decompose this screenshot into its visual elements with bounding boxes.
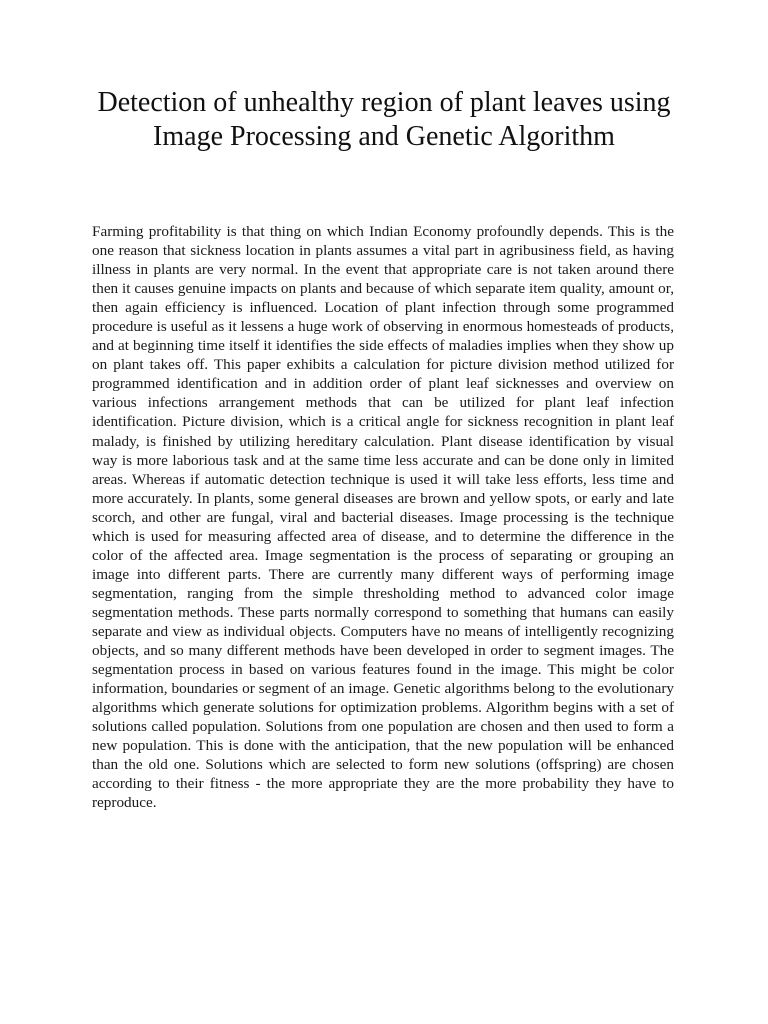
paper-title: Detection of unhealthy region of plant leaves using Image Processing and Genetic Algorithm	[97, 87, 671, 152]
abstract-paragraph: Farming profitability is that thing on which Indian Economy profoundly depends. This is the one reason that sickness location in plants assumes a vital part in agribusiness field, as having illness in plants are very normal. In the event that appropriate care is not taken around there then it causes genuine impacts on plants and because of which separate item quality, amount or, then again efficiency is influenced. Location of plant infection through some programmed procedure is useful as it lessens a huge work of observing in enormous homesteads of products, and at beginning time itself it identifies the side effects of maladies implies when they show up on plant takes off. This paper exhibits a calculation for picture division method utilized for programmed identification and in addition order of plant leaf sicknesses and overview on various infections arrangement methods that can be utilized for plant leaf infection identification. Picture division, which is a critical angle for sickness recognition in plant leaf malady, is finished by utilizing hereditary calculation. Plant disease identification by visual way is more laborious task and at the same time less accurate and can be done only in limited areas. Whereas if automatic detection technique is used it will take less efforts, less time and more accurately. In plants, some general diseases are brown and yellow spots, or early and late scorch, and other are fungal, viral and bacterial diseases. Image processing is the technique which is used for measuring affected area of disease, and to determine the difference in the color of the affected area. Image segmentation is the process of separating or grouping an image into different parts. There are currently many different ways of performing image segmentation, ranging from the simple thresholding method to advanced color image segmentation methods. These parts normally correspond to something that humans can easily separate and view as individual objects. Computers have no means of intelligently recognizing objects, and so many different methods have been developed in order to segment images. The segmentation process in based on various features found in the image. This might be color information, boundaries or segment of an image. Genetic algorithms belong to the evolutionary algorithms which generate solutions for optimization problems. Algorithm begins with a set of solutions called population. Solutions from one population are chosen and then used to form a new population. This is done with the anticipation, that the new population will be enhanced than the old one. Solutions which are selected to form new solutions (offspring) are chosen according to their fitness - the more appropriate they are the more probability they have to reproduce.	[92, 223, 674, 812]
